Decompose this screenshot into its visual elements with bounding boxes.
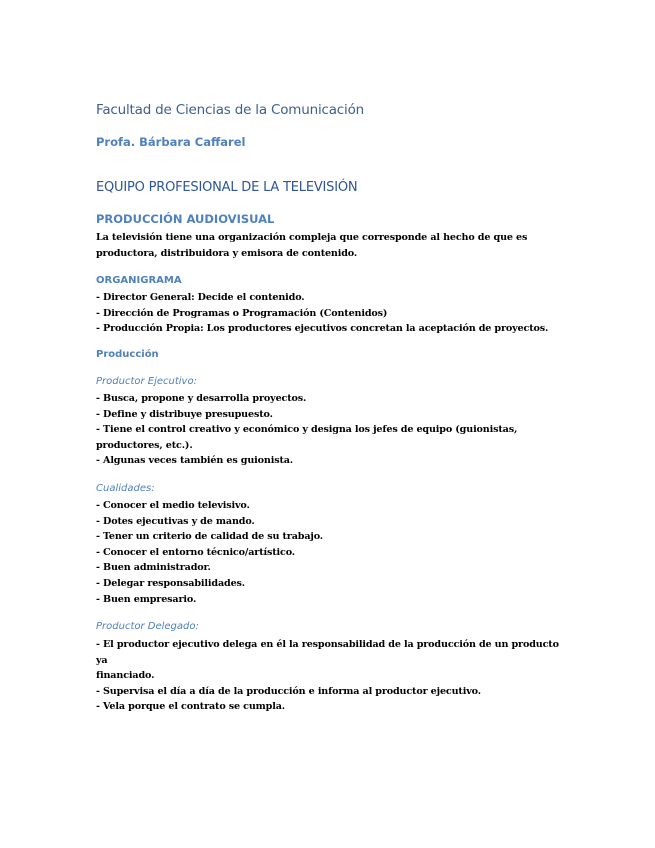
list-item: - Tener un criterio de calidad de su trabajo. bbox=[96, 531, 323, 543]
list-item: - Buen administrador. bbox=[96, 562, 211, 574]
intro-paragraph bbox=[96, 230, 566, 261]
heading-produccion-audiovisual: PRODUCCIÓN AUDIOVISUAL bbox=[96, 212, 275, 226]
heading-productor-ejecutivo: Productor Ejecutivo: bbox=[96, 376, 197, 387]
list-item: - Buen empresario. bbox=[96, 593, 197, 605]
list-item: productores, etc.). bbox=[96, 439, 193, 451]
heading-produccion: Producción bbox=[96, 349, 159, 360]
organigrama-list bbox=[96, 290, 566, 337]
list-item: - Dirección de Programas o Programación (Contenidos) bbox=[96, 307, 388, 319]
list-item: - Busca, propone y desarrolla proyectos. bbox=[96, 393, 307, 404]
cualidades-list bbox=[96, 498, 566, 607]
productor-ejecutivo-list bbox=[96, 391, 566, 469]
list-item: - Dotes ejecutivas y de mando. bbox=[96, 515, 255, 527]
heading-cualidades: Cualidades: bbox=[96, 483, 155, 494]
heading-productor-delegado: Productor Delegado: bbox=[96, 621, 199, 632]
list-item: - Producción Propia: Los productores ejecutivos concretan la aceptación de proyectos. bbox=[96, 323, 549, 335]
intro-line: productora, distribuidora y emisora de contenido. bbox=[96, 247, 358, 259]
list-item: - Define y distribuye presupuesto. bbox=[96, 408, 273, 420]
list-item: - Director General: Decide el contenido. bbox=[96, 292, 305, 303]
productor-delegado-list bbox=[96, 637, 566, 715]
list-item: - Supervisa el día a día de la producción e informa al productor ejecutivo. bbox=[96, 685, 481, 697]
document-author: Profa. Bárbara Caffarel bbox=[96, 135, 246, 149]
list-item: - Conocer el entorno técnico/artístico. bbox=[96, 546, 295, 558]
list-item: - Algunas veces también es guionista. bbox=[96, 455, 293, 467]
list-item: - Delegar responsabilidades. bbox=[96, 577, 245, 589]
list-item: - Tiene el control creativo y económico y designa los jefes de equipo (guionistas, bbox=[96, 424, 518, 436]
document-title: Facultad de Ciencias de la Comunicación bbox=[96, 102, 364, 118]
list-item: financiado. bbox=[96, 670, 155, 682]
intro-line: La televisión tiene una organización compleja que corresponde al hecho de que es bbox=[96, 232, 528, 243]
list-item: - Conocer el medio televisivo. bbox=[96, 500, 250, 511]
heading-organigrama: ORGANIGRAMA bbox=[96, 275, 182, 286]
list-item: - El productor ejecutivo delega en él la responsabilidad de la producción de un producto ya bbox=[96, 639, 559, 666]
heading-equipo-profesional: EQUIPO PROFESIONAL DE LA TELEVISIÓN bbox=[96, 180, 358, 195]
list-item: - Vela porque el contrato se cumpla. bbox=[96, 701, 285, 713]
